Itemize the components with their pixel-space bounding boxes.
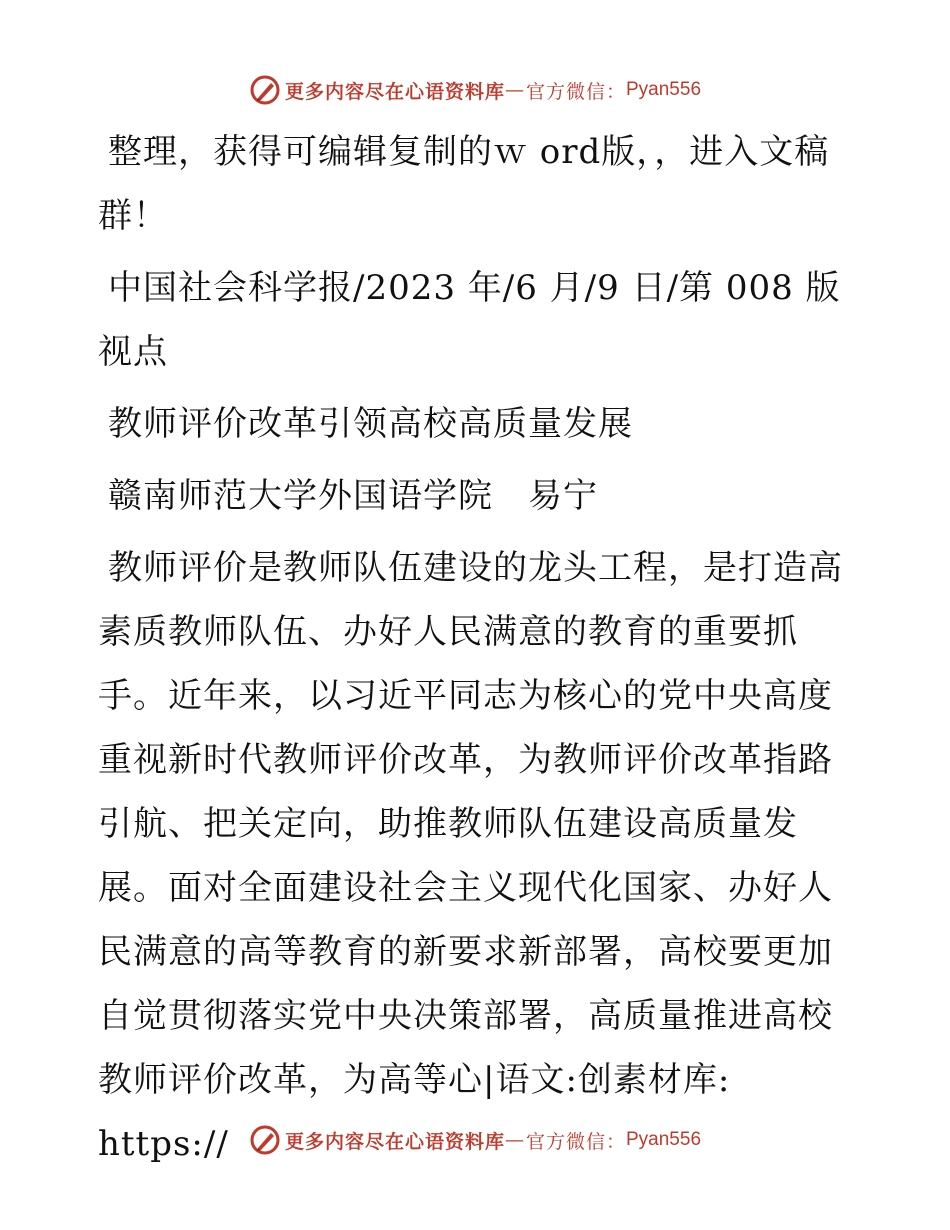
banner-separator: — [504,1129,524,1151]
source-line: 中国社会科学报/2023 年/6 月/9 日/第 008 版视点 [98,268,841,372]
document-body [98,120,858,1184]
banner-wechat-label: 官方微信： [525,80,626,103]
header-banner [0,70,950,110]
banner-text: 更多内容尽在心语资料库 [284,1130,505,1153]
pen-logo-icon [249,74,281,106]
banner-text: 更多内容尽在心语资料库 [284,80,505,103]
banner-wechat-label: 官方微信： [525,1130,626,1153]
banner-wechat-id: Pyan556 [626,79,702,100]
banner-wechat-id: Pyan556 [626,1129,702,1150]
article-title: 教师评价改革引领高校高质量发展 [108,404,633,444]
body-paragraph: 教师评价是教师队伍建设的龙头工程，是打造高素质教师队伍、办好人民满意的教育的重要抓手。近年来，以习近平同志为核心的党中央高度重视新时代教师评价改革，为教师评价改革指路引航、把关定向，助推教师队伍建设高质量发展。面对全面建设社会主义现代化国家、办好人民满意的高等教育的新要求新部署，高校要更加自觉贯彻落实党中央决策部署，高质量推进高校教师评价改革，为高等心|语文:创素材库: https:// [98,548,843,1164]
intro-text: 整理，获得可编辑复制的ｗ ord版，，进入文稿群！ [98,132,830,236]
author-line: 赣南师范大学外国语学院 易宁 [108,476,598,516]
footer-banner [0,1120,950,1160]
pen-logo-icon [249,1124,281,1156]
banner-separator: — [504,79,524,101]
